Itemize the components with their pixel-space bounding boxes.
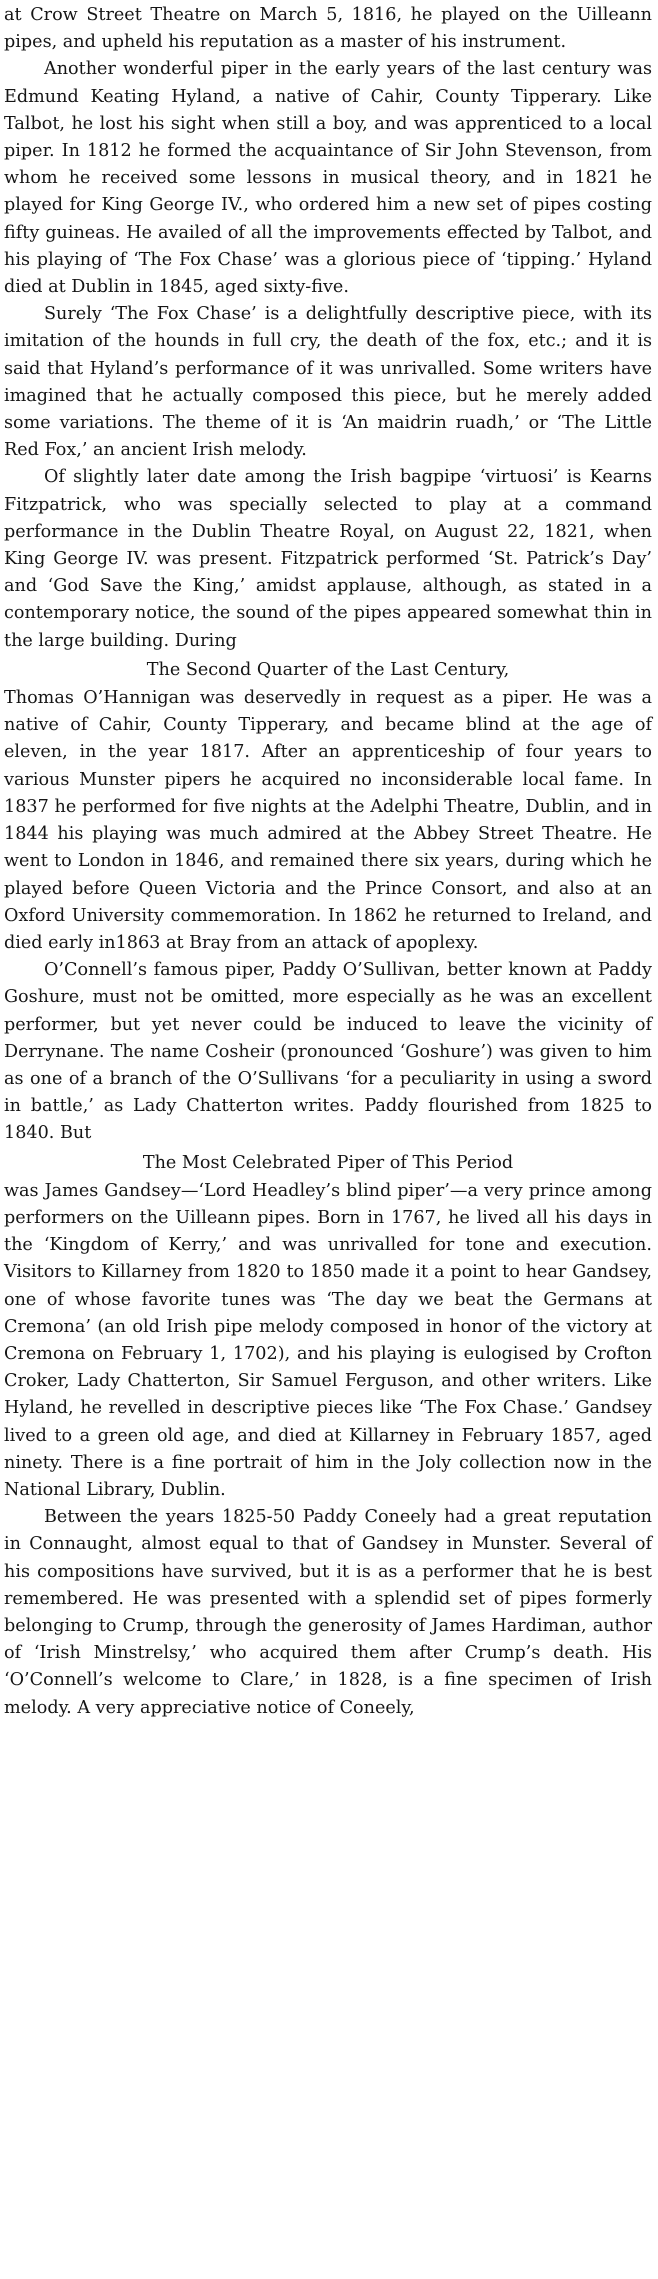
paragraph-fox-chase: Surely ‘The Fox Chase’ is a delightfully descriptive piece, with its imitation of the hounds in full cry, the death of the fox, etc.; and it is said that Hyland’s performance of it was unrivalled. Some writers have imagined that he actually composed this piece, but he merely added some variations. The theme of it is ‘An maidrin ruadh,’ or ‘The Little Red Fox,’ an ancient Irish melody. [4, 304, 652, 461]
paragraph-fitzpatrick: Of slightly later date among the Irish bagpipe ‘virtuosi’ is Kearns Fitzpatrick, who was specially selected to play at a command performance in the Dublin Theatre Royal, on August 22, 1821, when King George IV. was present. Fitzpatrick performed ‘St. Patrick’s Day’ and ‘God Save the King,’ amidst applause, although, as stated in a contemporary notice, the sound of the pipes appeared somewhat thin in the large building. During [4, 467, 652, 651]
paragraph-crow-street: at Crow Street Theatre on March 5, 1816, he played on the Uilleann pipes, and upheld his reputation as a master of his instrument. [4, 5, 652, 53]
paragraph-gandsey: was James Gandsey—‘Lord Headley’s blind piper’—a very prince among performers on the Uilleann pipes. Born in 1767, he lived all his days in the ‘Kingdom of Kerry,’ and was unrivalled for tone and execution. Visitors to Killarney from 1820 to 1850 made it a point to hear Gandsey, one of whose favorite tunes was ‘The day we beat the Germans at Cremona’ (an old Irish pipe melody composed in honor of the victory at Cremona on February 1, 1702), and his playing is eulogised by Crofton Croker, Lady Chatterton, Sir Samuel Ferguson, and other writers. Like Hyland, he revelled in descriptive pieces like ‘The Fox Chase.’ Gandsey lived to a green old age, and died at Killarney in February 1857, aged ninety. There is a fine portrait of him in the Joly collection now in the National Library, Dublin. [4, 1180, 652, 1500]
paragraph-coneely: Between the years 1825-50 Paddy Coneely had a great reputation in Connaught, almost equal to that of Gandsey in Munster. Several of his compositions have survived, but it is as a performer that he is best remembered. He was presented with a splendid set of pipes formerly belonging to Crump, through the generosity of James Hardiman, author of ‘Irish Minstrelsy,’ who acquired them after Crump’s death. His ‘O’Connell’s welcome to Clare,’ in 1828, is a fine specimen of Irish melody. A very appreciative notice of Coneely, [4, 1507, 652, 1718]
paragraph-hyland: Another wonderful piper in the early years of the last century was Edmund Keating Hyland, a native of Cahir, County Tipperary. Like Talbot, he lost his sight when still a boy, and was apprenticed to a local piper. In 1812 he formed the acquaintance of Sir John Stevenson, from whom he received some lessons in musical theory, and in 1821 he played for King George IV., who ordered him a new set of pipes costing fifty guineas. He availed of all the improvements effected by Talbot, and his playing of ‘The Fox Chase’ was a glorious piece of ‘tipping.’ Hyland died at Dublin in 1845, aged sixty-five. [4, 59, 652, 298]
subheading-most-celebrated: The Most Celebrated Piper of This Period [142, 1152, 514, 1173]
paragraph-osullivan: O’Connell’s famous piper, Paddy O’Sullivan, better known at Paddy Goshure, must not be omitted, more especially as he was an excellent performer, but yet never could be induced to leave the vicinity of Derrynane. The name Cosheir (pronounced ‘Goshure’) was given to him as one of a branch of the O’Sullivans ‘for a peculiarity in using a sword in battle,’ as Lady Chatterton writes. Paddy flourished from 1825 to 1840. But [4, 960, 652, 1144]
paragraph-ohannigan: Thomas O’Hannigan was deservedly in request as a piper. He was a native of Cahir, County Tipperary, and became blind at the age of eleven, in the year 1817. After an apprenticeship of four years to various Munster pipers he acquired no inconsiderable local fame. In 1837 he performed for five nights at the Adelphi Theatre, Dublin, and in 1844 his playing was much admired at the Abbey Street Theatre. He went to London in 1846, and remained there six years, during which he played before Queen Victoria and the Prince Consort, and also at an Oxford University commemoration. In 1862 he returned to Ireland, and died early in1863 at Bray from an attack of apoplexy. [4, 688, 652, 953]
subheading-second-quarter: The Second Quarter of the Last Century, [146, 659, 510, 680]
